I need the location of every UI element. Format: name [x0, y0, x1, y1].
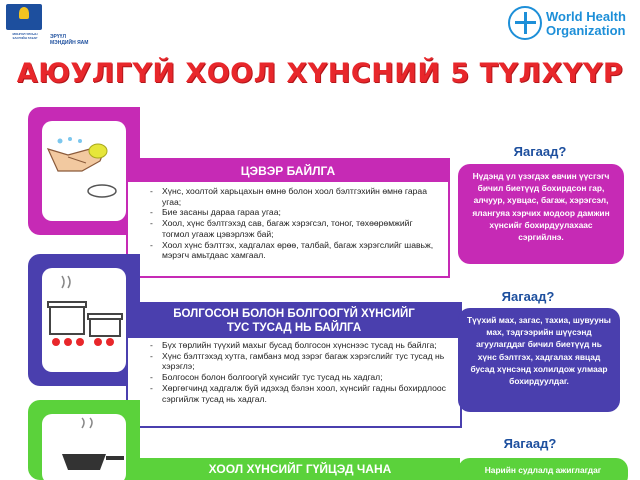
section-2-bullets: [150, 340, 450, 404]
list-item: - Бүх төрлийн түүхий махыг бусад болгосон хүнснээс тусад нь байлга;: [150, 340, 450, 351]
ministry-name: ЭРҮҮЛ МЭНДИЙН ЯАМ: [50, 34, 89, 46]
emblem-caption: МОНГОЛ УЛСЫН ЗАСГИЙН ГАЗАР: [12, 32, 38, 40]
who-emblem-icon: [508, 6, 542, 40]
page-title: АЮУЛГҮЙ ХООЛ ХҮНСНИЙ 5 ТҮЛХҮҮР: [16, 58, 624, 89]
section-1-why-text: Нүдэнд үл үзэгдэх өвчин үүсгэгч бичил биетүүд бохирдсон гар, алчуур, хувцас, багаж, хэрэгсэл, ялангуяа хэрчих модоор дамжин хүнсийг бохирдуулахаас сэргийлнэ.: [458, 164, 624, 264]
list-item: - Хоол хүнс бэлтгэх, хадгалах өрөө, талбай, багаж хэрэгслийг шавьж, мэрэгч амьтдаас хамгаал.: [150, 240, 440, 261]
list-item: - Хоол, хүнс бэлтгэхэд сав, багаж хэрэгсэл, тоног, төхөөрөмжийг тогмол угааж цэвэрлэж бай;: [150, 218, 440, 239]
who-logo: [508, 4, 634, 44]
section-1-title: ЦЭВЭР БАЙЛГА: [126, 160, 450, 182]
ministry-logo: [6, 4, 126, 44]
section-1-why-title: Яагаад?: [513, 144, 567, 159]
cooking-pots-icon: [42, 268, 126, 372]
section-2-why-title: Яагаад?: [501, 289, 555, 304]
list-item: - Хүнс бэлтгэхэд хутга, гамбанз мод зэрэг багаж хэрэгслийг тус тусад нь хэрэглэ;: [150, 351, 450, 372]
section-2-title: БОЛГОСОН БОЛОН БОЛГООГҮЙ ХҮНСИЙГ ТУС ТУСАД НЬ БАЙЛГА: [126, 304, 462, 338]
mongolia-emblem-icon: [6, 4, 42, 30]
section-3-icon-tab: [28, 400, 140, 480]
section-3-title: ХООЛ ХҮНСИЙГ ГҮЙЦЭД ЧАНА: [140, 458, 460, 480]
list-item: - Хөргөгчинд хадгалж буй идэхэд бэлэн хоол, хүнсийг гадны бохирдлоос сэргийлж тусад нь хадгал.: [150, 383, 450, 404]
section-2-icon-tab: [28, 254, 140, 386]
who-name: World Health Organization: [546, 9, 626, 38]
frying-pan-icon: [42, 414, 126, 480]
section-1-icon-tab: [28, 107, 140, 235]
list-item: - Хүнс, хоолтой харьцахын өмнө болон хоол бэлтгэхийн өмнө гараа угаа;: [150, 186, 440, 207]
list-item: - Бие засаны дараа гараа угаа;: [150, 207, 440, 218]
section-3-strip: [126, 440, 140, 480]
section-2-why-text: Түүхий мах, загас, тахиа, шувууны мах, тэдгээрийн шүүсэнд агуулагддаг бичил биетүүд нь хүнс бэлтгэх, хадгалах явцад бусад хүнсэнд холилдож улмаар бохирдуулдаг.: [458, 308, 620, 412]
section-3-why-text: Нарийн судлалд ажиглагдаг: [458, 458, 628, 480]
section-1-bullets: [150, 186, 440, 261]
section-3-why-title: Яагаад?: [503, 436, 557, 451]
hand-washing-icon: [42, 121, 126, 221]
list-item: - Болгосон болон болгоогүй хүнсийг тус тусад нь хадгал;: [150, 372, 450, 383]
